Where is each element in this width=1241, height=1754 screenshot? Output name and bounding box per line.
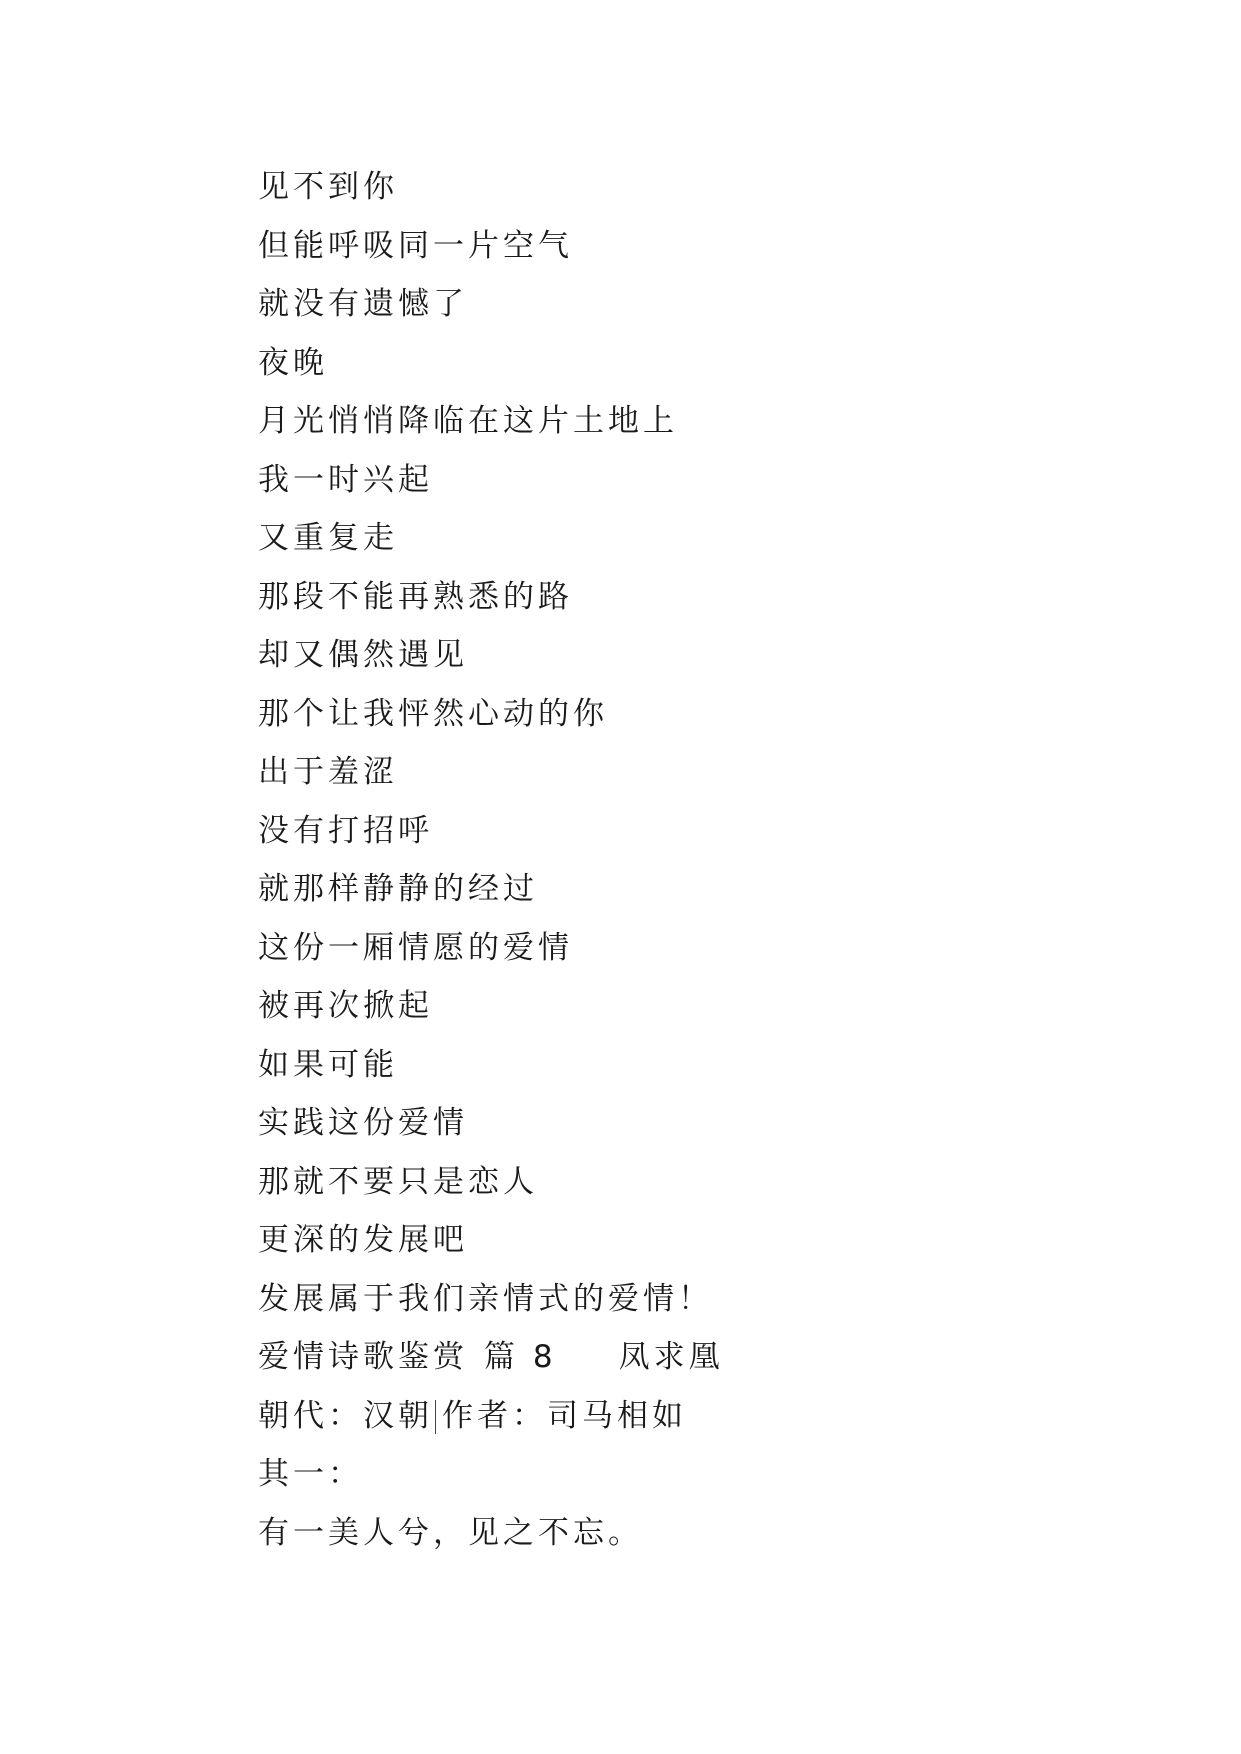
poem-line: 这份一厢情愿的爱情 bbox=[258, 929, 573, 966]
poem-line: 但能呼吸同一片空气 bbox=[258, 227, 573, 264]
part-label: 其一： bbox=[258, 1456, 363, 1492]
section-title: 爱情诗歌鉴赏 bbox=[258, 1339, 468, 1375]
dynasty-label: 朝代：汉朝 bbox=[258, 1397, 433, 1434]
poem-line: 就那样静静的经过 bbox=[258, 871, 538, 907]
poem-line: 见不到你 bbox=[258, 169, 398, 205]
poem-body bbox=[258, 158, 724, 1562]
author-label: 作者：司马相如 bbox=[442, 1397, 687, 1434]
section-number: 篇 8 bbox=[484, 1339, 557, 1375]
poem-line: 月光悄悄降临在这片土地上 bbox=[258, 403, 678, 439]
poem-line: 实践这份爱情 bbox=[258, 1105, 468, 1141]
poem-line: 就没有遗憾了 bbox=[258, 286, 468, 322]
divider bbox=[435, 1400, 436, 1434]
poem-line: 有一美人兮，见之不忘。 bbox=[258, 1514, 643, 1551]
poem-line: 被再次掀起 bbox=[258, 988, 433, 1024]
poem-line: 如果可能 bbox=[258, 1046, 398, 1083]
poem-line: 那就不要只是恋人 bbox=[258, 1163, 538, 1200]
poem-title: 凤求凰 bbox=[618, 1339, 724, 1375]
poem-line: 没有打招呼 bbox=[258, 812, 433, 849]
poem-line: 却又偶然遇见 bbox=[258, 637, 468, 673]
poem-line: 那段不能再熟悉的路 bbox=[258, 578, 573, 615]
poem-line: 那个让我怦然心动的你 bbox=[258, 695, 608, 732]
attribution-line bbox=[258, 1387, 724, 1446]
poem-line: 发展属于我们亲情式的爱情！ bbox=[258, 1280, 713, 1317]
poem-line: 又重复走 bbox=[258, 520, 398, 556]
poem-line: 更深的发展吧 bbox=[258, 1222, 468, 1258]
poem-line: 出于羞涩 bbox=[258, 754, 398, 790]
section-heading bbox=[258, 1328, 724, 1387]
poem-line: 我一时兴起 bbox=[258, 461, 433, 498]
poem-line: 夜晚 bbox=[258, 344, 328, 381]
